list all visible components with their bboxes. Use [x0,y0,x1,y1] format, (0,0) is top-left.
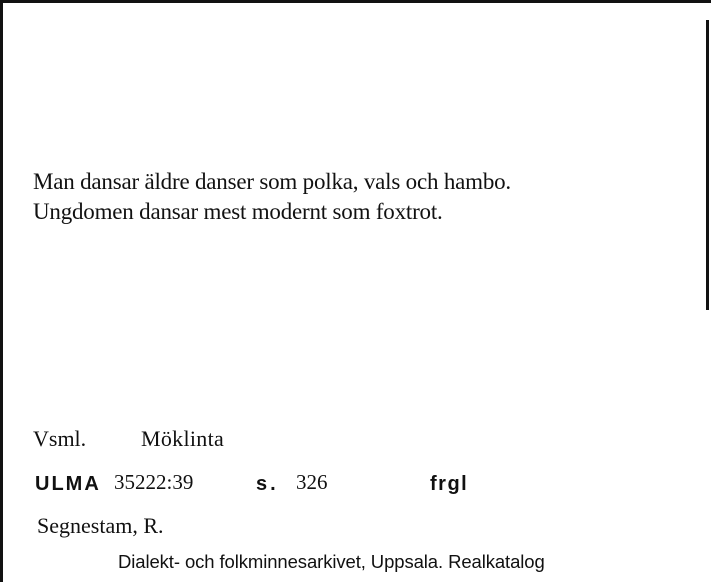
recorder-name: Segnestam, R. [37,513,164,538]
card-body-text [33,167,511,227]
archive-label: ULMA [35,473,101,495]
page-label: s. [256,473,279,495]
card-left-border [0,0,3,582]
category-code: frgl [430,473,469,495]
body-line-1: Man dansar äldre danser som polka, vals och hambo. [33,169,511,194]
card-top-border [0,0,711,3]
body-line-2: Ungdomen dansar mest modernt som foxtrot. [33,199,443,224]
card-right-border [706,20,709,310]
page-number: 326 [296,470,328,494]
place-name: Möklinta [141,426,225,451]
place-abbreviation: Vsml. [33,426,87,451]
archive-footer: Dialekt- och folkminnesarkivet, Uppsala. Realkatalog [118,551,545,572]
archive-number: 35222:39 [114,470,194,494]
